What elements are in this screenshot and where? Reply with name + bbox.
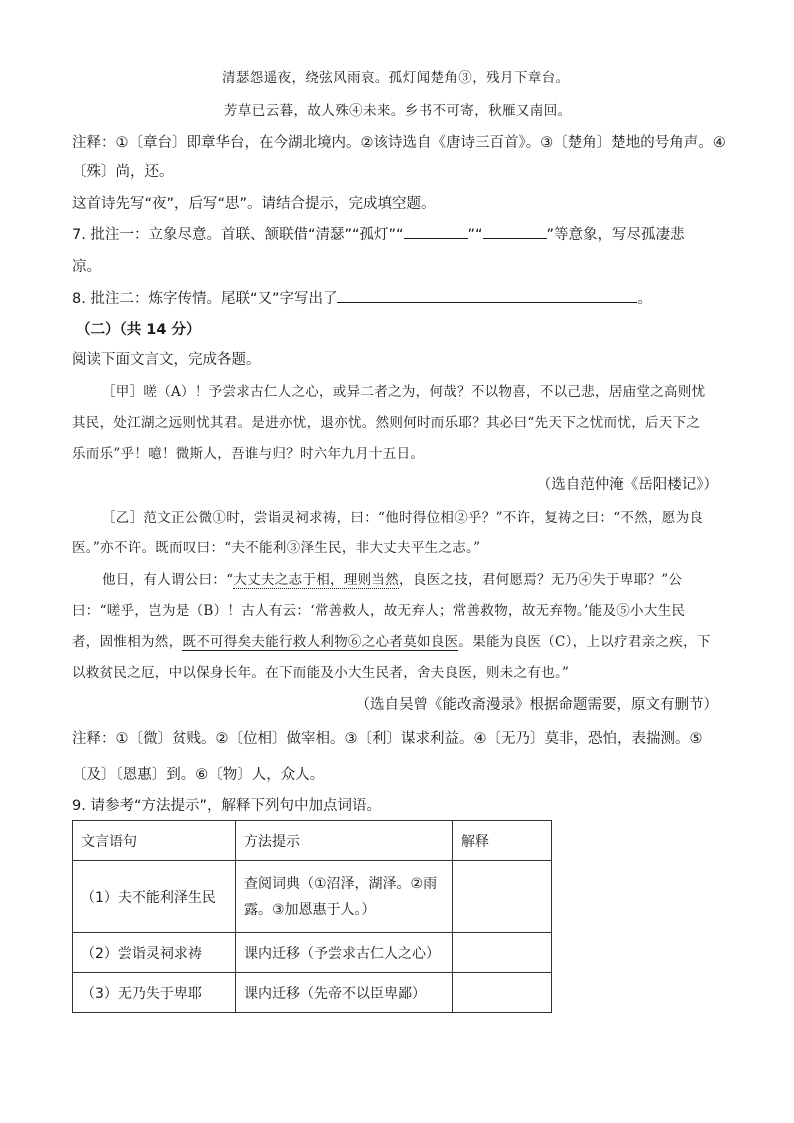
q7-text-part1: 7. 批注一：立象尽意。首联、颔联借“清瑟”“孤灯”“ bbox=[72, 227, 404, 243]
yi-line3-start: 他日，有人谓公曰：“ bbox=[102, 572, 234, 588]
row-sentence: （1）夫不能利泽生民 bbox=[73, 861, 236, 933]
row-method-hint: 课内迁移（予尝求古仁人之心） bbox=[236, 933, 453, 973]
passage-jia-source: （选自范仲淹《岳阳楼记》） bbox=[536, 477, 718, 493]
yi-line3-end: ，良医之技，君何愿焉？无乃④失于卑耶？”公 bbox=[399, 572, 683, 588]
table-row bbox=[73, 933, 552, 973]
poem-question-intro: 这首诗先写“夜”，后写“思”。请结合提示，完成填空题。 bbox=[72, 196, 436, 212]
passage-jia-line-3: 乐而乐”乎！噫！微斯人，吾谁与归？时六年九月十五日。 bbox=[72, 446, 425, 462]
passage-notes-line-2: 〔及〕〔恩惠〕到。⑥〔物〕人，众人。 bbox=[72, 767, 325, 783]
passage-yi-line-2: 医。”亦不许。既而叹曰：“夫不能利③泽生民，非大丈夫平生之志。” bbox=[72, 540, 481, 556]
q7-blank-1[interactable] bbox=[404, 224, 468, 239]
header-sentence: 文言语句 bbox=[73, 821, 236, 861]
header-method: 方法提示 bbox=[236, 821, 453, 861]
passage-jia-line-1: ［甲］嗟（A）！予尝求古仁人之心，或异二者之为，何哉？不以物喜，不以己悲，居庙堂之高则忧 bbox=[102, 384, 706, 400]
q8-text-part1: 8. 批注二：炼字传情。尾联“又”字写出了 bbox=[72, 291, 338, 307]
row-method-hint bbox=[236, 861, 453, 933]
reading-instruction: 阅读下面文言文，完成各题。 bbox=[72, 352, 261, 368]
passage-jia-line-2: 其民，处江湖之远则忧其君。是进亦忧，退亦忧。然则何时而乐耶？其必曰“先天下之忧而忧，后天下之 bbox=[72, 415, 701, 431]
passage-yi-line-1: ［乙］范文正公微①时，尝诣灵祠求祷，曰：“他时得位相②乎？”不许，复祷之曰：“不然，愿为良 bbox=[102, 510, 704, 526]
poem-line-2: 芳草已云暮，故人殊④未来。乡书不可寄，秋雁又南回。 bbox=[224, 103, 572, 119]
table-row bbox=[73, 973, 552, 1013]
yi-underlined-phrase-2: 既不可得矣夫能行救人利物⑥之心者莫如良医 bbox=[182, 634, 459, 650]
passage-yi-line-6: 以救贫民之厄，中以保身长年。在下而能及小大生民者，舍夫良医，则未之有也。” bbox=[72, 665, 570, 681]
section-2-heading: （二）（共 14 分） bbox=[76, 322, 201, 338]
question-7 bbox=[72, 223, 685, 244]
q8-answer-blank[interactable] bbox=[337, 288, 637, 303]
q7-text-part2: ”“ bbox=[467, 227, 483, 243]
row-sentence: （3）无乃失于卑耶 bbox=[73, 973, 236, 1013]
yi-line5-end: 。果能为良医（C），上以疗君亲之疾，下 bbox=[458, 634, 711, 650]
row-sentence: （2）尝诣灵祠求祷 bbox=[73, 933, 236, 973]
passage-yi-line-5 bbox=[72, 630, 711, 650]
poem-line-1: 清瑟怨遥夜，绕弦风雨哀。孤灯闻楚角③，残月下章台。 bbox=[222, 70, 570, 86]
row-answer-cell[interactable] bbox=[453, 933, 552, 973]
hint-line: 露。③加恩惠于人。） bbox=[244, 901, 376, 918]
passage-notes-line-1: 注释：①〔微〕贫贱。②〔位相〕做宰相。③〔利〕谋求利益。④〔无乃〕莫非，恐怕，表揣测。⑤ bbox=[72, 731, 703, 747]
header-explanation: 解释 bbox=[453, 821, 552, 861]
yi-line5-start: 者，固惟相为然， bbox=[72, 634, 183, 650]
passage-yi-line-4: 曰：“嗟乎，岂为是（B）！古人有云：‘常善救人，故无弃人；常善救物，故无弃物。’能及⑤小大生民 bbox=[72, 603, 686, 619]
table-row bbox=[73, 861, 552, 933]
q7-text-part3: ”等意象，写尽孤凄悲 bbox=[546, 227, 685, 243]
question-7-line-2: 凉。 bbox=[72, 259, 101, 275]
table-header-row bbox=[73, 821, 552, 861]
question-8 bbox=[72, 287, 652, 308]
q7-blank-2[interactable] bbox=[483, 224, 547, 239]
row-method-hint: 课内迁移（先帝不以臣卑鄙） bbox=[236, 973, 453, 1013]
hint-line: 查阅词典（①沼泽，湖泽。②雨 bbox=[244, 875, 438, 892]
passage-yi-source: （选自吴曾《能改斋漫录》根据命题需要，原文有删节） bbox=[355, 697, 718, 713]
question-9-prompt: 9. 请参考“方法提示”，解释下列句中加点词语。 bbox=[72, 798, 381, 814]
q9-table bbox=[72, 820, 552, 1013]
passage-yi-line-3 bbox=[102, 568, 682, 588]
poem-notes-line-1: 注释：①〔章台〕即章华台，在今湖北境内。②该诗选自《唐诗三百首》。③〔楚角〕楚地的号角声。④ bbox=[72, 135, 726, 151]
q8-text-part2: 。 bbox=[637, 291, 652, 307]
poem-notes-line-2: 〔殊〕尚，还。 bbox=[72, 164, 174, 180]
yi-underlined-phrase-1: 大丈夫之志于相，理则当然 bbox=[233, 572, 400, 588]
row-answer-cell[interactable] bbox=[453, 973, 552, 1013]
row-answer-cell[interactable] bbox=[453, 861, 552, 933]
